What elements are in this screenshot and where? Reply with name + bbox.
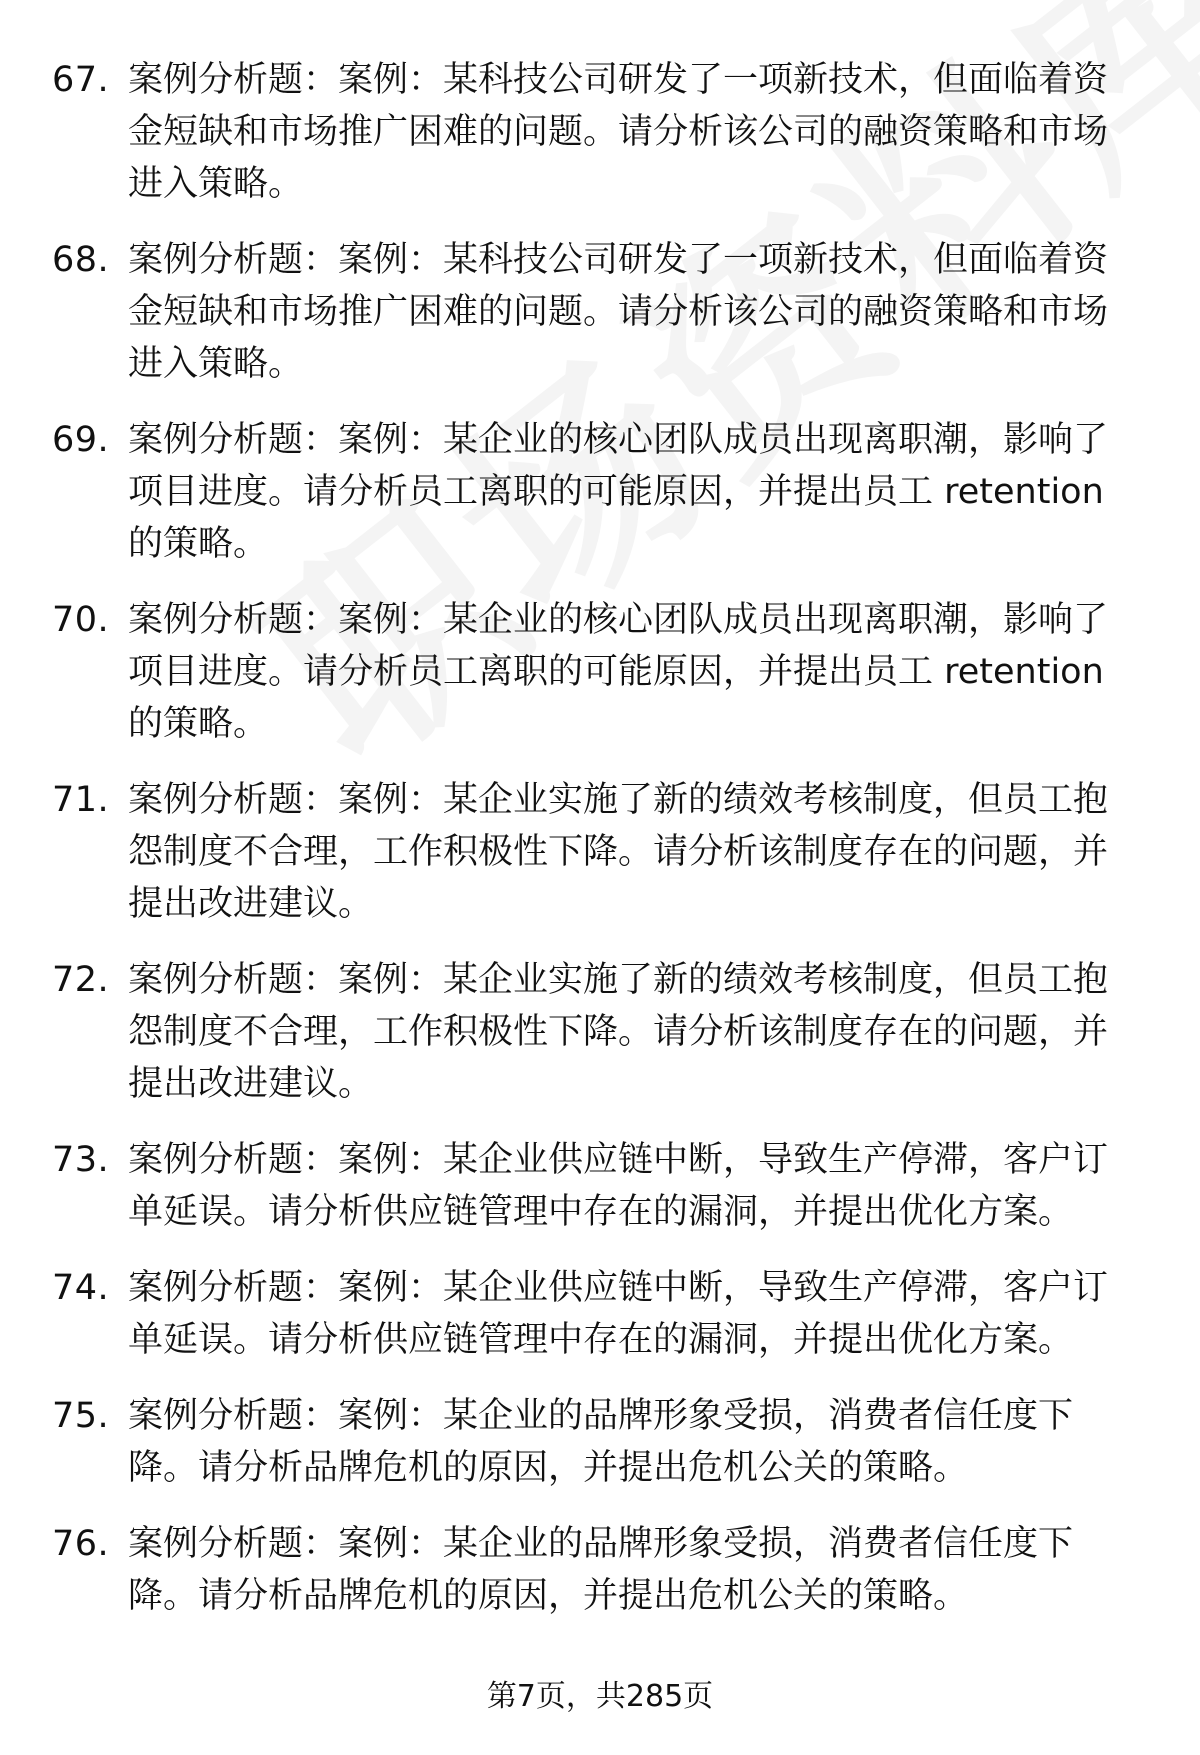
question-number: 69. (52, 420, 110, 460)
question-text: 案例分析题：案例：某企业供应链中断，导致生产停滞，客户订单延误。请分析供应链管理中存在的漏洞，并提出优化方案。 (128, 1140, 1109, 1232)
question-item (52, 954, 1142, 1110)
question-item (52, 594, 1142, 750)
question-item (52, 1518, 1142, 1622)
question-text: 案例分析题：案例：某科技公司研发了一项新技术，但面临着资金短缺和市场推广困难的问题。请分析该公司的融资策略和市场进入策略。 (128, 60, 1109, 204)
question-text: 案例分析题：案例：某企业的核心团队成员出现离职潮，影响了项目进度。请分析员工离职的可能原因，并提出员工 retention 的策略。 (128, 600, 1109, 744)
question-item (52, 1390, 1142, 1494)
question-item (52, 1134, 1142, 1238)
question-number: 73. (52, 1140, 110, 1180)
question-item (52, 54, 1142, 210)
question-text: 案例分析题：案例：某科技公司研发了一项新技术，但面临着资金短缺和市场推广困难的问题。请分析该公司的融资策略和市场进入策略。 (128, 240, 1109, 384)
question-text: 案例分析题：案例：某企业实施了新的绩效考核制度，但员工抱怨制度不合理，工作积极性下降。请分析该制度存在的问题，并提出改进建议。 (128, 960, 1109, 1104)
question-number: 71. (52, 780, 110, 820)
question-text: 案例分析题：案例：某企业供应链中断，导致生产停滞，客户订单延误。请分析供应链管理中存在的漏洞，并提出优化方案。 (128, 1268, 1109, 1360)
question-list (52, 54, 1142, 1646)
question-text: 案例分析题：案例：某企业实施了新的绩效考核制度，但员工抱怨制度不合理，工作积极性下降。请分析该制度存在的问题，并提出改进建议。 (128, 780, 1109, 924)
question-item (52, 774, 1142, 930)
question-number: 72. (52, 960, 110, 1000)
question-text: 案例分析题：案例：某企业的品牌形象受损，消费者信任度下降。请分析品牌危机的原因，并提出危机公关的策略。 (128, 1524, 1074, 1616)
question-text: 案例分析题：案例：某企业的核心团队成员出现离职潮，影响了项目进度。请分析员工离职的可能原因，并提出员工 retention 的策略。 (128, 420, 1109, 564)
question-text: 案例分析题：案例：某企业的品牌形象受损，消费者信任度下降。请分析品牌危机的原因，并提出危机公关的策略。 (128, 1396, 1074, 1488)
question-number: 70. (52, 600, 110, 640)
question-number: 76. (52, 1524, 110, 1564)
question-item (52, 414, 1142, 570)
page-footer: 第7页，共285页 (486, 1679, 714, 1714)
question-number: 75. (52, 1396, 110, 1436)
question-item (52, 1262, 1142, 1366)
question-item (52, 234, 1142, 390)
question-number: 68. (52, 240, 110, 280)
question-number: 67. (52, 60, 110, 100)
question-number: 74. (52, 1268, 110, 1308)
